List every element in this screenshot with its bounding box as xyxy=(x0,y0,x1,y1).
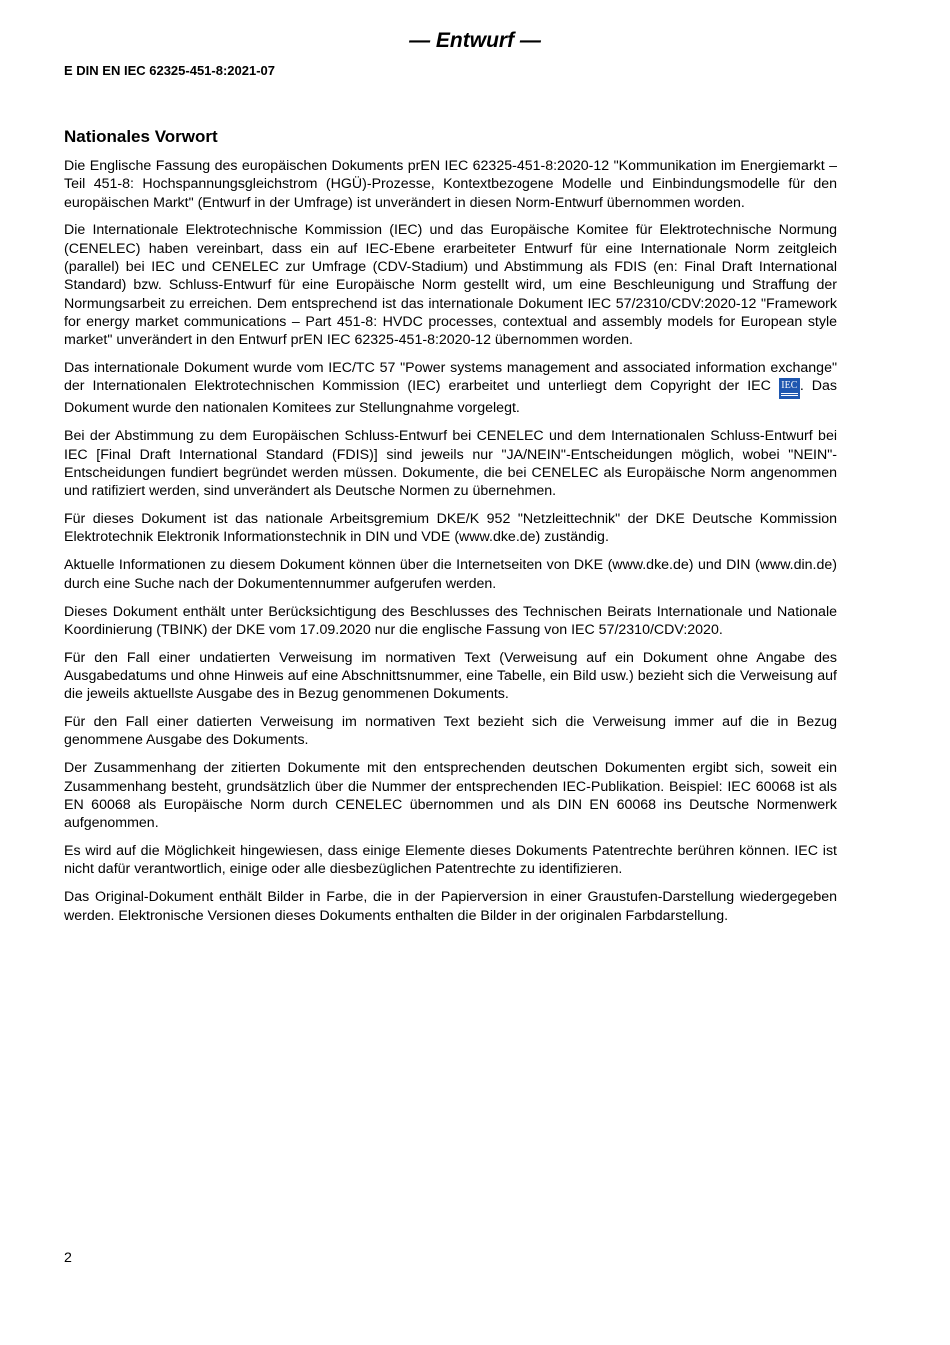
paragraph-8: Für den Fall einer undatierten Verweisung im normativen Text (Verweisung auf ein Dokument ohne Angabe des Ausgabedatums und ohne Hinweis auf eine Abschnittsnummer, eine Tabelle, ein Bild usw.) bezieht sich die Verweisung auf die jeweils aktuellste Ausgabe des in Bezug genommenen Dokuments. xyxy=(64,649,837,703)
iec-logo-text: IEC xyxy=(781,380,798,392)
paragraph-11: Es wird auf die Möglichkeit hingewiesen, dass einige Elemente dieses Dokuments Patentrechte berühren können. IEC ist nicht dafür verantwortlich, einige oder alle diesbezüglichen Patentrechte zu identifizieren. xyxy=(64,843,837,878)
paragraph-5: Für dieses Dokument ist das nationale Arbeitsgremium DKE/K 952 "Netzleittechnik" der DKE Deutsche Kommission Elektrotechnik Elektronik Informationstechnik in DIN und VDE (www.dke.de) zuständig. xyxy=(64,511,837,546)
paragraph-4: Bei der Abstimmung zu dem Europäischen Schluss-Entwurf bei CENELEC und dem Internationalen Schluss-Entwurf bei IEC [Final Draft International Standard (FDIS)] sind jeweils nur "JA/NEIN"-Entscheidungen möglich, wobei "NEIN"-Entscheidungen fundiert begründet werden müssen. Dokumente, die bei CENELEC als Europäische Norm angenommen und ratifiziert werden, sind unverändert als Deutsche Normen zu übernehmen. xyxy=(64,428,837,500)
paragraph-10: Der Zusammenhang der zitierten Dokumente mit den entsprechenden deutschen Dokumenten ergibt sich, soweit ein Zusammenhang besteht, grundsätzlich über die Nummer der entsprechenden IEC-Publikation. Beispiel: IEC 60068 ist als EN 60068 als Europäische Norm durch CENELEC übernommen und als DIN EN 60068 ins Deutsche Normenwerk aufgenommen. xyxy=(64,760,837,832)
paragraph-3 xyxy=(64,359,837,418)
section-title: Nationales Vorwort xyxy=(64,127,218,146)
paragraph-6: Aktuelle Informationen zu diesem Dokument können über die Internetseiten von DKE (www.dke.de) und DIN (www.din.de) durch eine Suche nach der Dokumentennummer aufgerufen werden. xyxy=(64,557,837,592)
document-body xyxy=(64,157,837,935)
page-number: 2 xyxy=(64,1250,72,1266)
paragraph-9: Für den Fall einer datierten Verweisung im normativen Text bezieht sich die Verweisung immer auf die in Bezug genommene Ausgabe des Dokuments. xyxy=(64,714,837,749)
document-identifier: E DIN EN IEC 62325-451-8:2021-07 xyxy=(64,63,276,78)
paragraph-2: Die Internationale Elektrotechnische Kommission (IEC) und das Europäische Komitee für Elektrotechnische Normung (CENELEC) haben vereinbart, dass ein auf IEC-Ebene erarbeiteter Entwurf für eine Internationale Norm zeitgleich (parallel) bei IEC und CENELEC zur Umfrage (CDV-Stadium) und Abstimmung als FDIS (en: Final Draft International Standard) bzw. Schluss-Entwurf für eine Europäische Norm gestellt wird, um eine Beschleunigung und Straffung der Normungsarbeit zu erreichen. Dem entsprechend ist das internationale Dokument IEC 57/2310/CDV:2020-12 "Framework for energy market communications – Part 451-8: HVDC processes, contextual and assembly models for European style market" unverändert in den Entwurf prEN IEC 62325-451-8:2020-12 übernommen worden. xyxy=(64,222,837,349)
paragraph-7: Dieses Dokument enthält unter Berücksichtigung des Beschlusses des Technischen Beirats Internationale und Nationale Koordinierung (TBINK) der DKE vom 17.09.2020 nur die englische Fassung von IEC 57/2310/CDV:2020. xyxy=(64,603,837,638)
paragraph-3-text-start: Das internationale Dokument wurde vom IEC/TC 57 "Power systems management and associated information exchange" der Internationalen Elektrotechnischen Kommission (IEC) erarbeitet und unterliegt dem Copyright der IEC xyxy=(64,360,837,395)
paragraph-3-text-end: . Das Dokument wurde den nationalen Komitees zur Stellungnahme vorgelegt. xyxy=(64,378,837,417)
iec-logo-icon xyxy=(779,378,800,399)
paragraph-1: Die Englische Fassung des europäischen Dokuments prEN IEC 62325-451-8:2020-12 "Kommunikation im Energiemarkt – Teil 451-8: Hochspannungsgleichstrom (HGÜ)-Prozesse, Kontextbezogene Modelle und Einbindungsmodelle für den europäischen Markt" (Entwurf in der Umfrage) ist unverändert in diesen Norm-Entwurf übernommen worden. xyxy=(64,158,837,211)
paragraph-12: Das Original-Dokument enthält Bilder in Farbe, die in der Papierversion in einer Graustufen-Darstellung wiedergegeben werden. Elektronische Versionen dieses Dokuments enthalten die Bilder in der originalen Farbdarstellung. xyxy=(64,889,837,924)
draft-watermark-heading: — Entwurf — xyxy=(409,29,541,52)
